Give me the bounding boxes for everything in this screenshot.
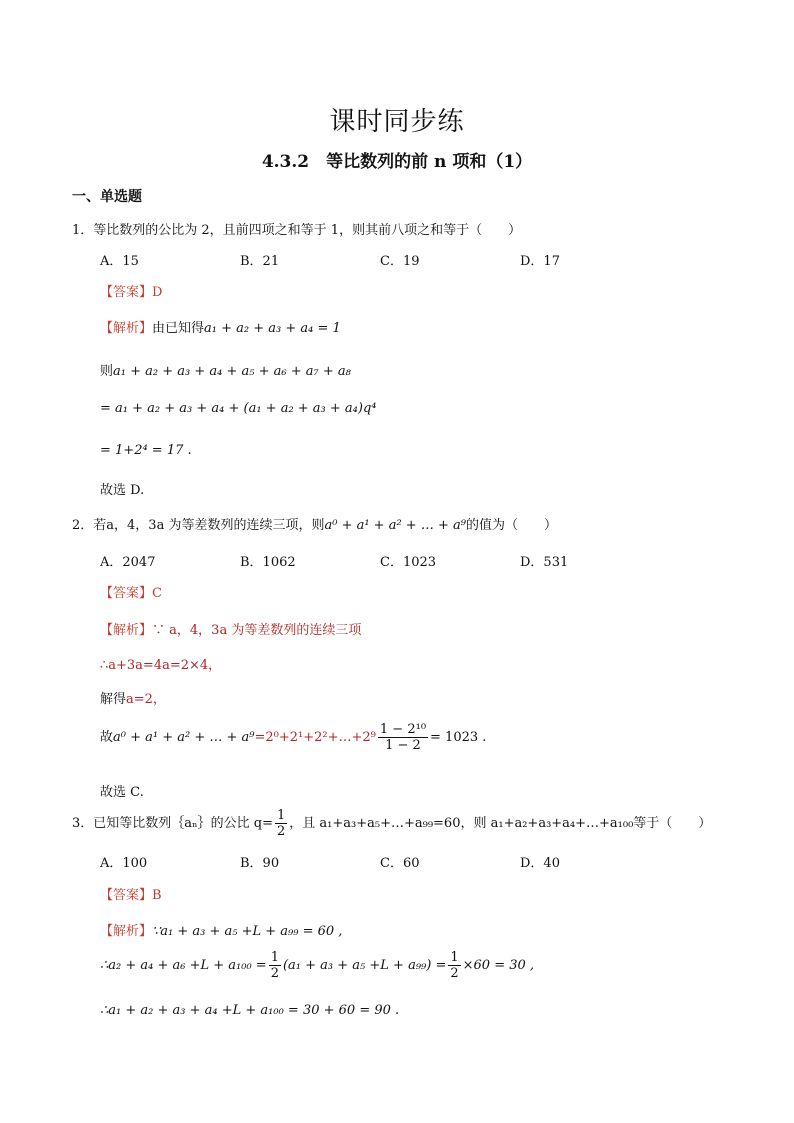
q2-option-d: D．531	[520, 555, 569, 570]
q1-conclusion: 故选 D.	[100, 483, 145, 498]
step-prefix: 解得	[100, 692, 127, 707]
analysis-label: 【解析】	[100, 321, 153, 336]
fraction-denominator: 2	[277, 824, 286, 839]
q2-result: = 1023 .	[430, 730, 487, 745]
q1-analysis	[100, 317, 341, 336]
step-prefix: 故	[100, 730, 114, 745]
fraction-denominator: 2	[450, 966, 459, 981]
q3-eq2-mid: (a₁ + a₃ + a₅ +L + a₉₉) =	[282, 958, 447, 973]
q2-option-a: A．2047	[100, 555, 156, 570]
q3-half-fraction	[269, 950, 281, 981]
q2-option-b: B．1062	[240, 555, 296, 570]
q2-stem-expr: a⁰ + a¹ + a² + … + a⁹	[324, 518, 466, 533]
q3-analysis	[100, 920, 342, 939]
q3-eq1: ∵a₁ + a₃ + a₅ +L + a₉₉ = 60 ,	[152, 924, 343, 939]
q3-step2	[100, 950, 534, 981]
q1-eq1: a₁ + a₂ + a₃ + a₄ = 1	[204, 321, 341, 336]
fraction-numerator: 1	[270, 950, 279, 965]
page-subtitle: 4.3.2 等比数列的前 n 项和（1）	[261, 152, 533, 172]
q1-option-c: C．19	[380, 254, 420, 269]
page-title: 课时同步练	[329, 107, 465, 137]
fraction-numerator: 1	[450, 950, 459, 965]
analysis-label: 【解析】	[100, 623, 153, 638]
q3-stem-prefix: 3．已知等比数列｛aₙ｝的公比 q=	[72, 816, 273, 831]
fraction-denominator: 1 − 2	[385, 738, 421, 753]
q2-step1: ∴a+3a=4a=2×4，	[100, 658, 222, 673]
q3-stem-suffix: ，且 a₁+a₃+a₅+…+a₉₉=60，则 a₁+a₂+a₃+a₄+…+a₁₀₀等于（ ）	[289, 816, 712, 831]
q2-fraction	[378, 722, 428, 753]
analysis-text: ∵ a，4，3a 为等差数列的连续三项	[152, 623, 362, 638]
q1-stem: 1．等比数列的公比为 2，且前四项之和等于 1，则其前八项之和等于（ ）	[72, 223, 522, 238]
q2-answer	[100, 582, 162, 601]
q2-solution: a=2，	[126, 692, 166, 707]
q2-option-c: C．1023	[380, 555, 437, 570]
answer-label: 【答案】	[100, 285, 153, 300]
answer-label: 【答案】	[100, 888, 153, 903]
q3-eq2-prefix: ∴a₂ + a₄ + a₆ +L + a₁₀₀ =	[100, 958, 267, 973]
q3-stem	[72, 808, 711, 839]
q2-expr: a⁰ + a¹ + a² + … + a⁹	[113, 730, 255, 745]
answer-label: 【答案】	[100, 586, 153, 601]
q2-stem-mid: a，4，3a 为等差数列的连续三项，则	[106, 518, 325, 533]
q2-stem-prefix: 2．若	[72, 518, 107, 533]
q1-eq4: = 1+2⁴ = 17 .	[100, 443, 192, 458]
q2-analysis	[100, 619, 361, 638]
q2-step3	[100, 722, 486, 753]
q3-half-fraction-2	[448, 950, 460, 981]
q3-option-d: D．40	[520, 856, 560, 871]
q2-conclusion: 故选 C.	[100, 785, 144, 800]
answer-value: C	[152, 586, 162, 601]
q3-option-b: B．90	[240, 856, 280, 871]
fraction-denominator: 2	[270, 966, 279, 981]
q2-sum: =2⁰+2¹+2²+…+2⁹	[254, 730, 376, 745]
q1-eq2: a₁ + a₂ + a₃ + a₄ + a₅ + a₆ + a₇ + a₈	[113, 364, 351, 379]
section-heading: 一、单选题	[72, 189, 142, 205]
q2-stem	[72, 514, 557, 533]
q1-option-d: D．17	[520, 254, 560, 269]
q1-answer	[100, 281, 162, 300]
step-prefix: 则	[100, 364, 114, 379]
q1-step2	[100, 360, 351, 379]
q2-stem-suffix: 的值为（ ）	[465, 518, 557, 533]
q1-option-b: B．21	[240, 254, 280, 269]
fraction-numerator: 1	[277, 808, 286, 823]
q3-option-c: C．60	[380, 856, 420, 871]
q1-option-a: A．15	[100, 254, 139, 269]
q2-step2	[100, 688, 166, 707]
analysis-label: 【解析】	[100, 924, 153, 939]
analysis-text: 由已知得	[152, 321, 205, 336]
q3-answer	[100, 884, 162, 903]
q3-eq2-suffix: ×60 = 30 ,	[462, 958, 535, 973]
q3-eq3: ∴a₁ + a₂ + a₃ + a₄ +L + a₁₀₀ = 30 + 60 = 90 .	[100, 1003, 400, 1018]
fraction-numerator: 1 − 2¹⁰	[379, 722, 427, 737]
q1-eq3: = a₁ + a₂ + a₃ + a₄ + (a₁ + a₂ + a₃ + a₄)q⁴	[100, 401, 377, 416]
q3-option-a: A．100	[100, 856, 148, 871]
answer-value: D	[152, 285, 163, 300]
q3-ratio-fraction	[275, 808, 287, 839]
answer-value: B	[152, 888, 162, 903]
